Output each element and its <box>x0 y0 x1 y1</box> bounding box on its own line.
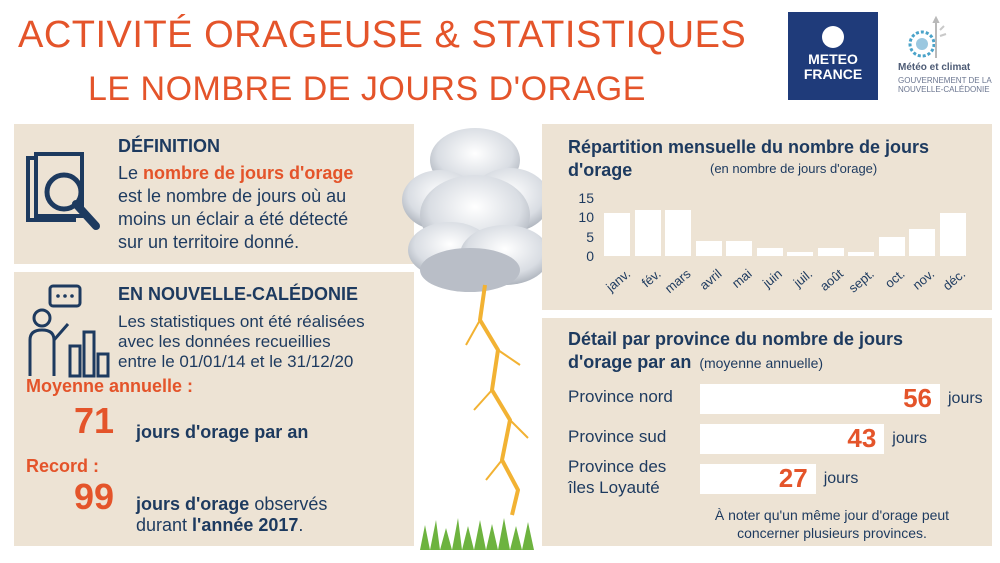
definition-text <box>118 162 408 254</box>
logo-nc-title: Météo et climat <box>898 62 971 73</box>
lightning-bolt-icon <box>480 285 518 515</box>
average-value: 71 <box>74 400 115 441</box>
province-value: 27 <box>778 463 808 493</box>
definition-keyword: nombre de jours d'orage <box>143 163 354 183</box>
record-text-rest: observés <box>249 494 328 514</box>
chart-unit-note: (en nombre de jours d'orage) <box>710 161 878 176</box>
record-value: 99 <box>74 476 115 517</box>
meteo-france-logo <box>788 12 878 100</box>
definition-line-3: moins un éclair a été détecté <box>118 209 349 229</box>
chart-bar <box>726 241 752 256</box>
province-unit: jours <box>823 470 859 487</box>
chart-bar <box>665 210 691 256</box>
x-tick-label: fév. <box>638 266 664 291</box>
record-year: l'année 2017 <box>192 515 299 535</box>
x-tick-label: déc. <box>939 266 969 294</box>
chart-bar <box>848 252 874 256</box>
chart-bar <box>818 248 844 256</box>
provinces-note: (moyenne annuelle) <box>699 355 824 371</box>
province-unit: jours <box>948 390 983 407</box>
province-value: 43 <box>847 423 877 453</box>
definition-heading: DÉFINITION <box>118 136 220 156</box>
x-tick-label: avril <box>696 266 725 293</box>
footnote-line-2: concerner plusieurs provinces. <box>737 525 927 541</box>
y-tick-label: 10 <box>578 209 594 226</box>
y-tick-label: 15 <box>578 190 594 206</box>
caledonie-heading: EN NOUVELLE-CALÉDONIE <box>118 284 359 304</box>
record-text-bold: jours d'orage <box>136 494 250 514</box>
definition-lead: Le <box>118 163 144 183</box>
caledonie-panel <box>14 272 414 546</box>
storm-cloud-icon <box>400 120 550 550</box>
record-text-during: durant <box>136 515 193 535</box>
book-magnifier-icon <box>24 152 106 242</box>
x-tick-label: juin <box>759 266 786 291</box>
page-subtitle: LE NOMBRE DE JOURS D'ORAGE <box>88 70 646 108</box>
chart-bar <box>787 252 813 256</box>
definition-line-4: sur un territoire donné. <box>118 232 300 252</box>
x-tick-label: janv. <box>602 266 633 295</box>
provinces-title-line-2: d'orage par an <box>568 352 692 372</box>
caledonie-line-2: avec les données recueillies <box>118 332 331 351</box>
monthly-chart-panel <box>542 124 992 310</box>
page-title: ACTIVITÉ ORAGEUSE & STATISTIQUES <box>18 14 747 56</box>
x-tick-label: mai <box>728 266 755 291</box>
caledonie-description <box>118 312 408 372</box>
presenter-chart-icon <box>22 284 114 380</box>
chart-bar <box>604 213 630 256</box>
province-name: Province des îles Loyauté <box>568 457 667 497</box>
monthly-bar-chart <box>542 124 992 310</box>
average-label: Moyenne annuelle : <box>26 376 194 396</box>
chart-title: Répartition mensuelle du nombre de jours d'orage <box>568 137 930 180</box>
provinces-title-line-1: Détail par province du nombre de jours <box>568 329 904 349</box>
province-name: Province nord <box>568 387 673 406</box>
x-tick-label: oct. <box>881 266 908 291</box>
caledonie-line-1: Les statistiques ont été réalisées <box>118 312 365 331</box>
kagu-bird-logo-icon <box>900 14 960 64</box>
grass-icon <box>420 518 534 550</box>
provinces-panel <box>542 318 992 546</box>
province-unit: jours <box>892 430 927 447</box>
y-tick-label: 5 <box>586 228 594 245</box>
footnote-line-1: À noter qu'un même jour d'orage peut <box>714 507 950 523</box>
x-tick-label: juil. <box>791 266 816 291</box>
record-text-dot: . <box>298 515 304 535</box>
definition-line-2: est le nombre de jours où au <box>118 186 347 206</box>
x-tick-label: sept. <box>845 266 877 296</box>
chart-bar <box>696 241 722 256</box>
nouvelle-caledonie-logo <box>892 14 992 104</box>
province-value: 56 <box>903 383 932 413</box>
province-name: Province sud <box>568 427 667 446</box>
logo-text-france: FRANCE <box>803 66 863 82</box>
x-tick-label: août <box>817 266 847 294</box>
record-label: Record : <box>26 456 100 476</box>
storm-illustration <box>400 120 550 550</box>
provinces-footnote <box>682 506 982 542</box>
x-tick-label: mars <box>661 266 694 297</box>
definition-panel <box>14 124 414 264</box>
logo-nc-subtitle: GOUVERNEMENT DE LA NOUVELLE-CALÉDONIE <box>898 76 992 94</box>
chart-bar <box>909 229 935 256</box>
x-tick-label: nov. <box>909 266 938 293</box>
average-text: jours d'orage par an <box>136 422 309 442</box>
caledonie-line-3: entre le 01/01/14 et le 31/12/20 <box>118 352 354 371</box>
meteo-france-mark-icon <box>822 26 844 48</box>
chart-bar <box>940 213 966 256</box>
chart-bar <box>879 237 905 256</box>
chart-bar <box>635 210 661 256</box>
logo-text-meteo: METEO <box>808 51 858 67</box>
y-tick-label: 0 <box>586 248 594 264</box>
record-text <box>136 494 406 536</box>
chart-bar <box>757 248 783 256</box>
